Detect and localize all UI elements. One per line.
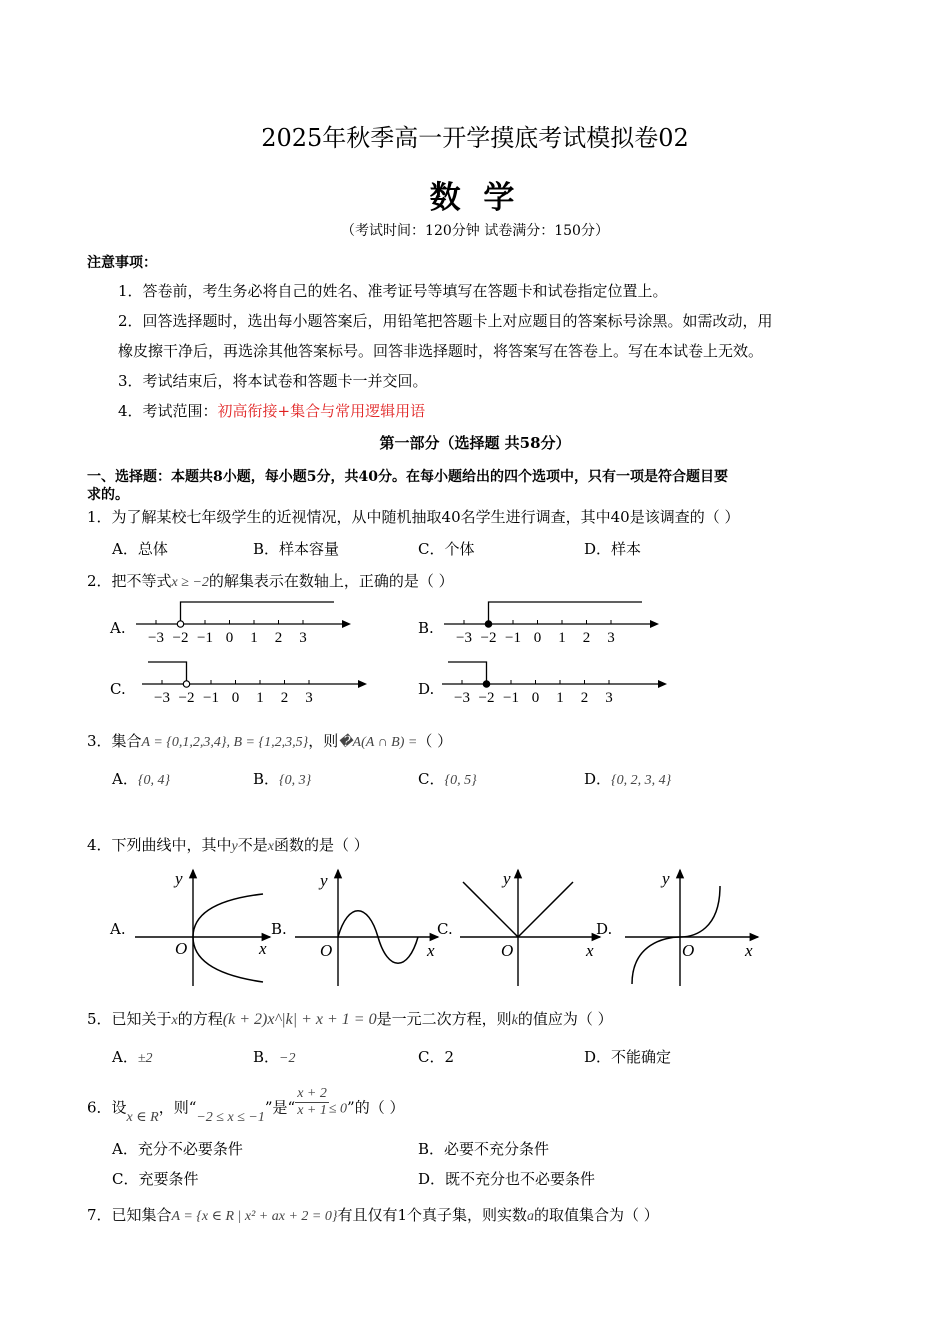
numberline-tick-label: 0 xyxy=(231,690,240,706)
q3-option-d-label: D． xyxy=(584,770,612,788)
q5-stem-b: 的方程 xyxy=(177,1010,223,1028)
q2-numberline-a xyxy=(134,596,354,648)
q4-stem-b: 不是 xyxy=(237,836,268,854)
numberline-tick-label: −2 xyxy=(478,690,495,706)
numberline-tick-label: −2 xyxy=(178,690,195,706)
q3-math-complement: �A(A ∩ B) = xyxy=(338,735,418,750)
section-instruction: 一、选择题：本题共8小题，每小题5分，共40分。在每小题给出的四个选项中，只有一项是符合题目要 xyxy=(87,469,728,485)
section-instruction-cont: 求的。 xyxy=(87,487,129,503)
q3-option-d-math: {0, 2, 3, 4} xyxy=(611,773,672,788)
q5-option-d-label: D． xyxy=(584,1048,612,1066)
q6-fraction xyxy=(295,1086,329,1119)
q4-graph-b xyxy=(290,864,445,990)
q2-label-b: B. xyxy=(418,619,434,637)
closed-endpoint xyxy=(485,621,491,627)
q3-option-c xyxy=(418,768,477,789)
q2-label-d: D. xyxy=(418,680,435,698)
q2-math: x ≥ −2 xyxy=(171,575,209,590)
q6-frac-num: x + 2 xyxy=(297,1086,327,1101)
q4-label-d: D. xyxy=(596,920,613,938)
q5-math: (k + 2)x^|k| + x + 1 = 0 xyxy=(222,1011,377,1028)
q6-stem-b: ，则“ xyxy=(158,1098,197,1117)
numberline-tick-label: 2 xyxy=(280,690,289,706)
q2-label-c: C. xyxy=(110,680,126,698)
q6-stem-c: ”是“ xyxy=(264,1098,296,1117)
q2-stem-a: 2．把不等式 xyxy=(87,572,172,590)
numberline-tick-label: 2 xyxy=(274,630,283,646)
q4-label-c: C. xyxy=(437,920,453,938)
q3-option-c-label: C． xyxy=(418,770,445,788)
q6-stem xyxy=(87,1086,405,1125)
note-item-1: 1．答卷前，考生务必将自己的姓名、准考证号等填写在答题卡和试卷指定位置上。 xyxy=(118,282,668,300)
solution-ray xyxy=(181,602,335,624)
numberline-arrow xyxy=(658,680,667,688)
q6-math-set: x ∈ R xyxy=(126,1109,159,1125)
q5-stem-d: 的值应为（ ） xyxy=(517,1010,613,1028)
q4-stem-a: 4．下列曲线中，其中 xyxy=(87,836,232,854)
q3-math-sets: A = {0,1,2,3,4}, B = {1,2,3,5} xyxy=(141,735,309,750)
q4-graph-a xyxy=(130,864,280,990)
q6-stem-d: ”的（ ） xyxy=(347,1098,405,1117)
q4-label-b: B. xyxy=(271,920,287,938)
closed-endpoint xyxy=(483,681,489,687)
numberline-tick-label: 1 xyxy=(256,690,264,706)
solution-ray xyxy=(448,662,487,684)
q5-option-d xyxy=(584,1046,671,1067)
scope-value: 初高衔接+集合与常用逻辑用语 xyxy=(217,402,426,420)
q7-stem-c: 的取值集合为（ ） xyxy=(533,1206,659,1224)
q4c-axis-y: y xyxy=(503,869,511,888)
q5-option-b-math: −2 xyxy=(279,1051,296,1066)
note-item-4 xyxy=(118,400,425,421)
open-endpoint xyxy=(183,681,189,687)
q4a-origin: O xyxy=(175,939,188,958)
numberline-tick-label: −1 xyxy=(505,630,521,646)
q3-option-a-math: {0, 4} xyxy=(137,773,171,788)
q6-option-a: A．充分不必要条件 xyxy=(112,1140,243,1158)
q3-option-c-math: {0, 5} xyxy=(444,773,477,788)
q4d-axis-x: x xyxy=(745,941,753,960)
numberline-tick-label: 3 xyxy=(605,690,613,706)
numberline-tick-label: −2 xyxy=(480,630,497,646)
q4d-axis-y: y xyxy=(662,869,670,888)
numberline-tick-label: −3 xyxy=(456,630,472,646)
q3-option-d xyxy=(584,768,671,789)
q6-math-range: −2 ≤ x ≤ −1 xyxy=(196,1109,265,1125)
q2-numberline-b xyxy=(442,596,662,648)
numberline-tick-label: −2 xyxy=(172,630,189,646)
section-title: 第一部分（选择题 共58分） xyxy=(379,434,571,452)
q5-option-c xyxy=(418,1046,454,1067)
numberline-arrow xyxy=(650,620,659,628)
q4-var-y: y xyxy=(231,839,238,854)
q4b-origin: O xyxy=(320,941,333,960)
q1-stem: 1．为了解某校七年级学生的近视情况，从中随机抽取40名学生进行调查，其中40是该调查的（ ） xyxy=(87,508,740,526)
q2-stem xyxy=(87,570,454,591)
numberline-tick-label: 1 xyxy=(556,690,564,706)
q5-stem-a: 5．已知关于 xyxy=(87,1010,172,1028)
numberline-tick-label: 2 xyxy=(582,630,591,646)
time-note: （考试时间：120分钟 试卷满分：150分） xyxy=(341,223,609,239)
q5-option-a-label: A． xyxy=(112,1048,138,1066)
q3-option-b xyxy=(253,768,311,789)
q3-option-a-label: A． xyxy=(112,770,138,788)
q5-var-k: k xyxy=(511,1013,518,1028)
numberline-tick-label: −1 xyxy=(197,630,213,646)
q1-option-c: C．个体 xyxy=(418,540,475,558)
note-item-2-cont: 橡皮擦干净后，再选涂其他答案标号。回答非选择题时，将答案写在答卷上。写在本试卷上无效。 xyxy=(118,342,764,360)
q1-option-a: A．总体 xyxy=(112,540,168,558)
numberline-tick-label: 3 xyxy=(305,690,313,706)
q4c-axis-x: x xyxy=(586,941,594,960)
numberline-arrow xyxy=(342,620,351,628)
q3-stem xyxy=(87,730,452,751)
q2-label-a: A. xyxy=(110,619,126,637)
q4b-axis-y: y xyxy=(320,871,328,890)
q4-stem-c: 函数的是（ ） xyxy=(274,836,369,854)
q3-stem-a: 3．集合 xyxy=(87,732,142,750)
numberline-tick-label: 1 xyxy=(250,630,258,646)
note-item-2: 2．回答选择题时，选出每小题答案后，用铅笔把答题卡上对应题目的答案标号涂黑。如需改动，用 xyxy=(118,312,773,330)
q4-graph-d xyxy=(620,864,765,990)
exam-title: 2025年秋季高一开学摸底考试模拟卷02 xyxy=(261,124,689,152)
numberline-tick-label: −1 xyxy=(203,690,219,706)
q6-option-d: D．既不充分也不必要条件 xyxy=(418,1170,596,1188)
q5-option-b xyxy=(253,1046,295,1067)
scope-label: 4．考试范围： xyxy=(118,402,218,420)
q6-frac-den: x + 1 xyxy=(297,1103,327,1118)
q3-option-b-math: {0, 3} xyxy=(279,773,312,788)
subject-title: 数 学 xyxy=(429,180,521,216)
notes-heading: 注意事项： xyxy=(87,255,157,271)
q3-option-a xyxy=(112,768,170,789)
numberline-tick-label: −1 xyxy=(503,690,519,706)
q3-stem-b: ，则 xyxy=(308,732,339,750)
numberline-tick-label: 2 xyxy=(580,690,589,706)
q5-option-a-math: ±2 xyxy=(137,1051,153,1066)
q3-option-b-label: B． xyxy=(253,770,280,788)
note-item-3: 3．考试结束后，将本试卷和答题卡一并交回。 xyxy=(118,372,428,390)
q5-var-x: x xyxy=(171,1013,178,1028)
numberline-tick-label: 0 xyxy=(531,690,540,706)
numberline-tick-label: 3 xyxy=(299,630,307,646)
q4c-origin: O xyxy=(501,941,514,960)
q5-option-d-text: 不能确定 xyxy=(611,1048,672,1066)
numberline-tick-label: 0 xyxy=(533,630,542,646)
q4-var-x: x xyxy=(267,839,274,854)
q4-stem xyxy=(87,834,369,855)
q1-option-d: D．样本 xyxy=(584,540,642,558)
q6-stem-a: 6．设 xyxy=(87,1098,127,1117)
q7-stem-b: 有且仅有1个真子集，则实数 xyxy=(337,1206,527,1224)
numberline-arrow xyxy=(358,680,367,688)
q4b-axis-x: x xyxy=(427,941,435,960)
q6-option-b: B．必要不充分条件 xyxy=(418,1140,550,1158)
q7-stem-a: 7．已知集合 xyxy=(87,1206,172,1224)
open-endpoint xyxy=(177,621,183,627)
q5-option-b-label: B． xyxy=(253,1048,280,1066)
q5-stem-c: 是一元二次方程，则 xyxy=(376,1010,512,1028)
q4-label-a: A. xyxy=(110,920,126,938)
q6-option-c: C．充要条件 xyxy=(112,1170,199,1188)
numberline-tick-label: −3 xyxy=(148,630,164,646)
q4-graph-c xyxy=(455,864,605,990)
q5-stem xyxy=(87,1008,613,1029)
numberline-tick-label: 0 xyxy=(225,630,234,646)
q7-stem xyxy=(87,1204,659,1225)
q7-math: A = {x ∈ R | x² + ax + 2 = 0} xyxy=(171,1209,338,1224)
q5-option-a xyxy=(112,1046,153,1067)
q4a-axis-x: x xyxy=(259,939,267,958)
q2-numberline-c xyxy=(140,656,370,708)
q5-option-c-text: 2 xyxy=(444,1048,455,1066)
q4a-axis-y: y xyxy=(175,869,183,888)
q4d-origin: O xyxy=(682,941,695,960)
q2-stem-b: 的解集表示在数轴上，正确的是（ ） xyxy=(208,572,454,590)
q1-option-b: B．样本容量 xyxy=(253,540,340,558)
numberline-tick-label: 3 xyxy=(607,630,615,646)
numberline-tick-label: −3 xyxy=(154,690,170,706)
numberline-tick-label: 1 xyxy=(558,630,566,646)
q3-stem-c: （ ） xyxy=(417,732,453,750)
q2-numberline-d xyxy=(440,656,670,708)
q5-option-c-label: C． xyxy=(418,1048,445,1066)
solution-ray xyxy=(148,662,187,684)
q7-var-a: a xyxy=(526,1209,534,1224)
q6-frac-tail: ≤ 0 xyxy=(328,1101,348,1117)
numberline-tick-label: −3 xyxy=(454,690,470,706)
solution-ray xyxy=(489,602,643,624)
